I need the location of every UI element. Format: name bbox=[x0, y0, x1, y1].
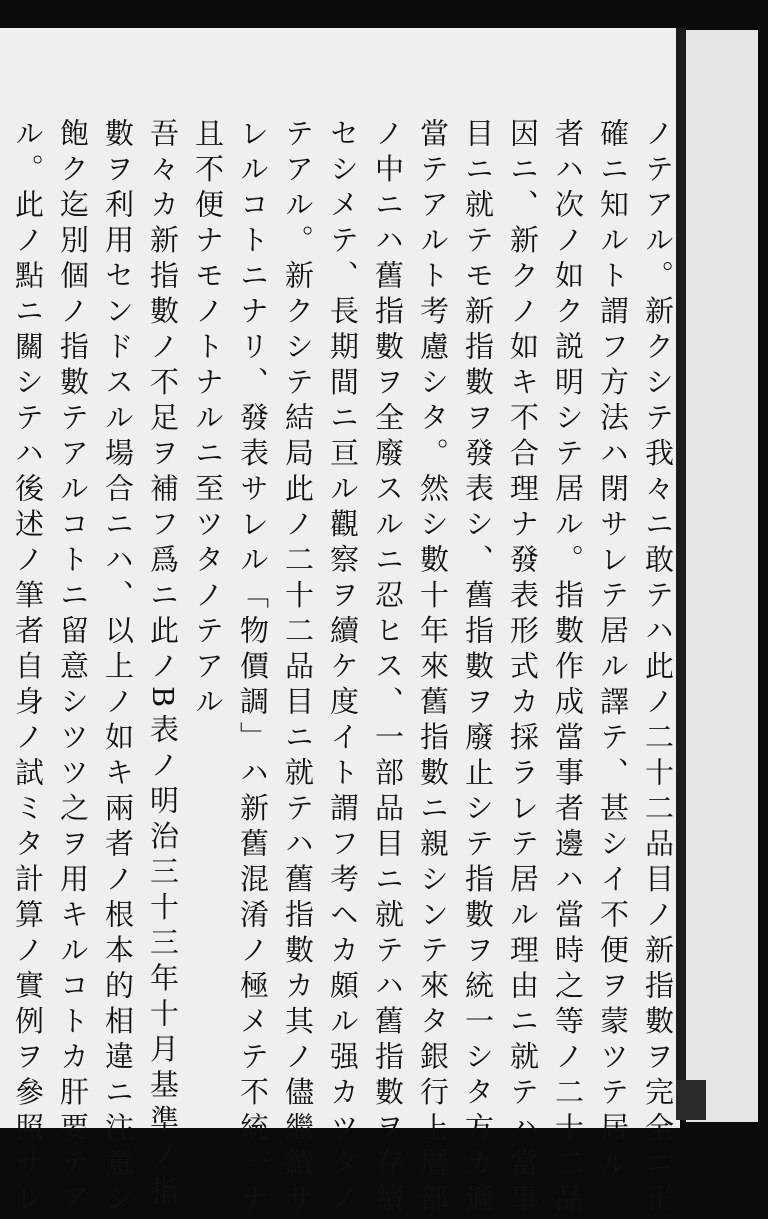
text-column: 確ニ知ルト謂フ方法ハ閉サレテ居ル譯テ、甚シイ不便ヲ蒙ツテ居ル bbox=[596, 118, 630, 1183]
page-edge bbox=[686, 30, 758, 1122]
text-column: セシメテ、長期間ニ亘ル觀察ヲ續ケ度イト謂フ考ヘカ頗ル强カツタノ bbox=[326, 118, 360, 1219]
text-column: 吾々カ新指數ノ不足ヲ補フ爲ニ此ノB表ノ明治三十三年十月基準ノ指 bbox=[146, 118, 180, 1211]
page-edge-shadow bbox=[676, 1080, 706, 1120]
text-column: レルコトニナリ、發表サレル「物價調」ハ新舊混淆ノ極メテ不統一ナ bbox=[236, 118, 270, 1219]
text-column: 目ニ就テモ新指數ヲ發表シ、舊指數ヲ廢止シテ指數ヲ統一シタ方カ適 bbox=[461, 118, 495, 1219]
text-column: 且不便ナモノトナルニ至ツタノテアル bbox=[191, 118, 225, 722]
text-column: 飽ク迄別個ノ指數テアルコトニ留意シツツ之ヲ用キルコトカ肝要テア bbox=[56, 118, 90, 1219]
text-column: 因ニ、新クノ如キ不合理ナ發表形式カ採ラレテ居ル理由ニ就テハ當事 bbox=[506, 118, 540, 1219]
text-column: 者ハ次ノ如ク説明シテ居ル。指數作成當事者邊ハ當時之等ノ二十二品 bbox=[551, 118, 585, 1219]
text-column: ル。此ノ點ニ關シテハ後述ノ筆者自身ノ試ミタ計算ノ實例ヲ參照サレ bbox=[11, 118, 45, 1219]
text-column: 數ヲ利用センドスル場合ニハ、以上ノ如キ兩者ノ根本的相違ニ注意シ bbox=[101, 118, 135, 1219]
text-column: ノ中ニハ舊指數ヲ全廢スルニ忍ヒス、一部品目ニ就テハ舊指數ヲ存續 bbox=[371, 118, 405, 1219]
text-column: テアル。新クシテ結局此ノ二十二品目ニ就テハ舊指數カ其ノ儘繼續サ bbox=[281, 118, 315, 1219]
vertical-text-body bbox=[11, 118, 680, 1219]
text-column: ノテアル。新クシテ我々ニ敢テハ此ノ二十二品目ノ新指數ヲ完全ニ正 bbox=[641, 118, 675, 1219]
text-column: 當テアルト考慮シタ。然シ數十年來舊指數ニ親シンテ來タ銀行上層部 bbox=[416, 118, 450, 1219]
